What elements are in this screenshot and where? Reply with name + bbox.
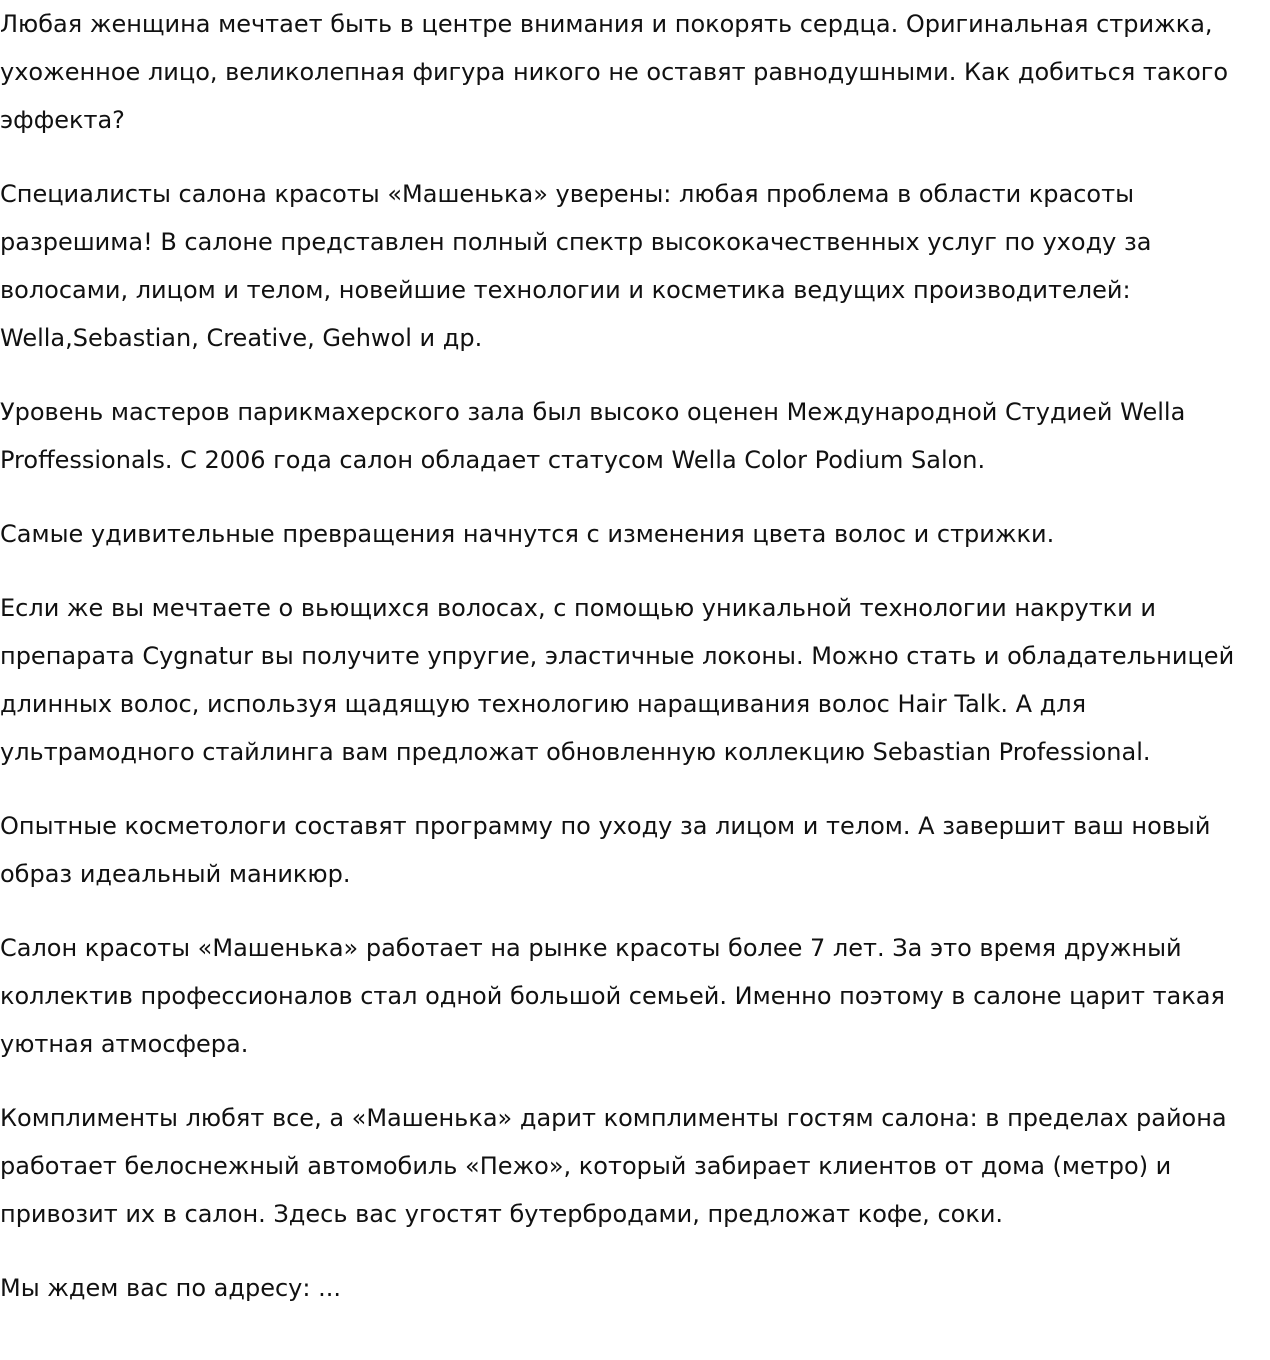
paragraph-intro: Любая женщина мечтает быть в центре внимания и покорять сердца. Оригинальная стрижка, ухоженное лицо, великолепная фигура никого не оставят равнодушными. Как добиться такого эффекта? [0, 10, 1229, 134]
paragraph-cosmetologists: Опытные косметологи составят программу по уходу за лицом и телом. А завершит ваш новый образ идеальный маникюр. [0, 812, 1211, 888]
paragraph-salon-history: Салон красоты «Машенька» работает на рынке красоты более 7 лет. За это время дружный коллектив профессионалов стал одной большой семьей. Именно поэтому в салоне царит такая уютная атмосфера. [0, 934, 1225, 1058]
paragraph-address: Мы ждем вас по адресу: ... [0, 1274, 341, 1302]
paragraph-masters-level: Уровень мастеров парикмахерского зала был высоко оценен Международной Студией Wella Proffessionals. С 2006 года салон обладает статусом Wella Color Podium Salon. [0, 398, 1186, 474]
paragraph-specialists: Специалисты салона красоты «Машенька» уверены: любая проблема в области красоты разрешима! В салоне представлен полный спектр высококачественных услуг по уходу за волосами, лицом и телом, новейшие технологии и косметика ведущих производителей: Wella,Sebastian, Creative, Gehwol и др. [0, 180, 1152, 352]
paragraph-hair-services: Если же вы мечтаете о вьющихся волосах, с помощью уникальной технологии накрутки и препарата Cygnatur вы получите упругие, эластичные локоны. Можно стать и обладательницей длинных волос, используя щадящую технологию наращивания волос Hair Talk. А для ультрамодного стайлинга вам предложат обновленную коллекцию Sebastian Professional. [0, 594, 1235, 766]
paragraph-compliments: Комплименты любят все, а «Машенька» дарит комплименты гостям салона: в пределах района работает белоснежный автомобиль «Пежо», который забирает клиентов от дома (метро) и привозит их в салон. Здесь вас угостят бутербродами, предложат кофе, соки. [0, 1104, 1227, 1228]
paragraph-transformations: Самые удивительные превращения начнутся с изменения цвета волос и стрижки. [0, 520, 1055, 548]
